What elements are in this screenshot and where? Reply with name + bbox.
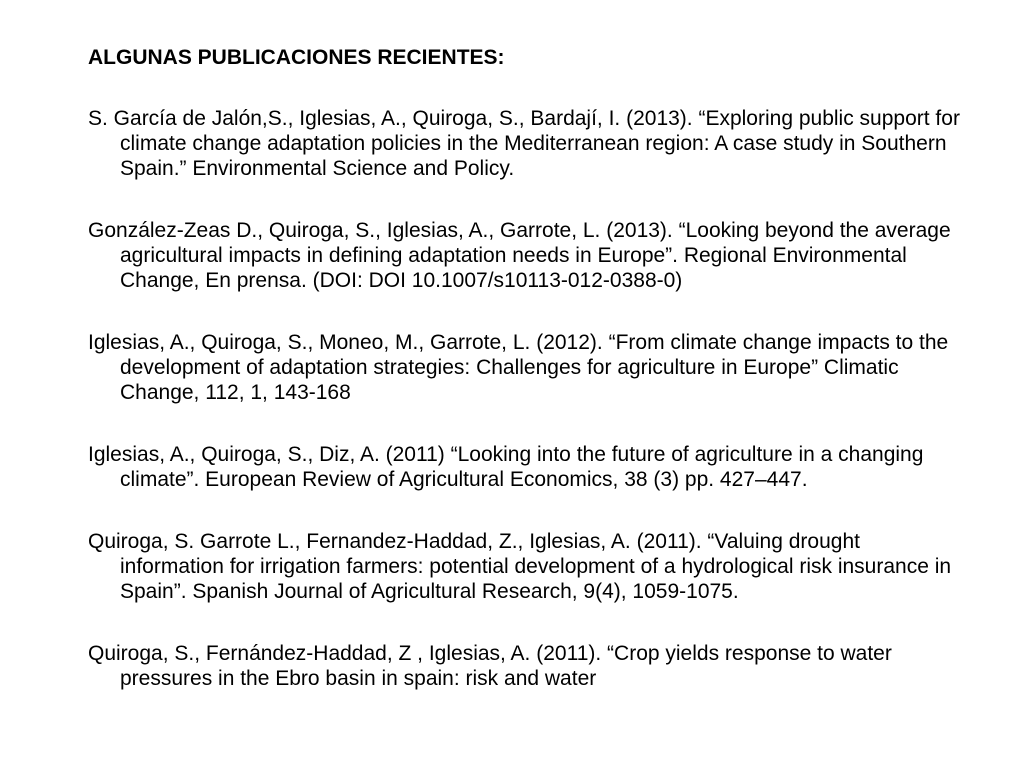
reference-item: González-Zeas D., Quiroga, S., Iglesias, A., Garrote, L. (2013). “Looking beyond the average agricultural impacts in defining adaptation needs in Europe”. Regional Environmental Change, En prensa. (DOI: DOI 10.1007/s10113-012-0388-0) <box>88 219 951 292</box>
reference-item: Quiroga, S. Garrote L., Fernandez-Haddad, Z., Iglesias, A. (2011). “Valuing drought information for irrigation farmers: potential development of a hydrological risk insurance in Spain”. Spanish Journal of Agricultural Research, 9(4), 1059-1075. <box>88 530 952 603</box>
reference-item: S. García de Jalón,S., Iglesias, A., Quiroga, S., Bardají, I. (2013). “Exploring public support for climate change adaptation policies in the Mediterranean region: A case study in Southern Spain.” Environmental Science and Policy. <box>88 107 960 180</box>
page-title: ALGUNAS PUBLICACIONES RECIENTES: <box>88 46 505 69</box>
reference-item: Quiroga, S., Fernández-Haddad, Z , Iglesias, A. (2011). “Crop yields response to water pressures in the Ebro basin in spain: risk and water <box>88 642 892 690</box>
reference-item: Iglesias, A., Quiroga, S., Diz, A. (2011) “Looking into the future of agriculture in a changing climate”. European Review of Agricultural Economics, 38 (3) pp. 427–447. <box>88 443 924 491</box>
reference-list <box>88 106 968 728</box>
reference-item: Iglesias, A., Quiroga, S., Moneo, M., Garrote, L. (2012). “From climate change impacts to the development of adaptation strategies: Challenges for agriculture in Europe” Climatic Change, 112, 1, 143-168 <box>88 331 949 404</box>
